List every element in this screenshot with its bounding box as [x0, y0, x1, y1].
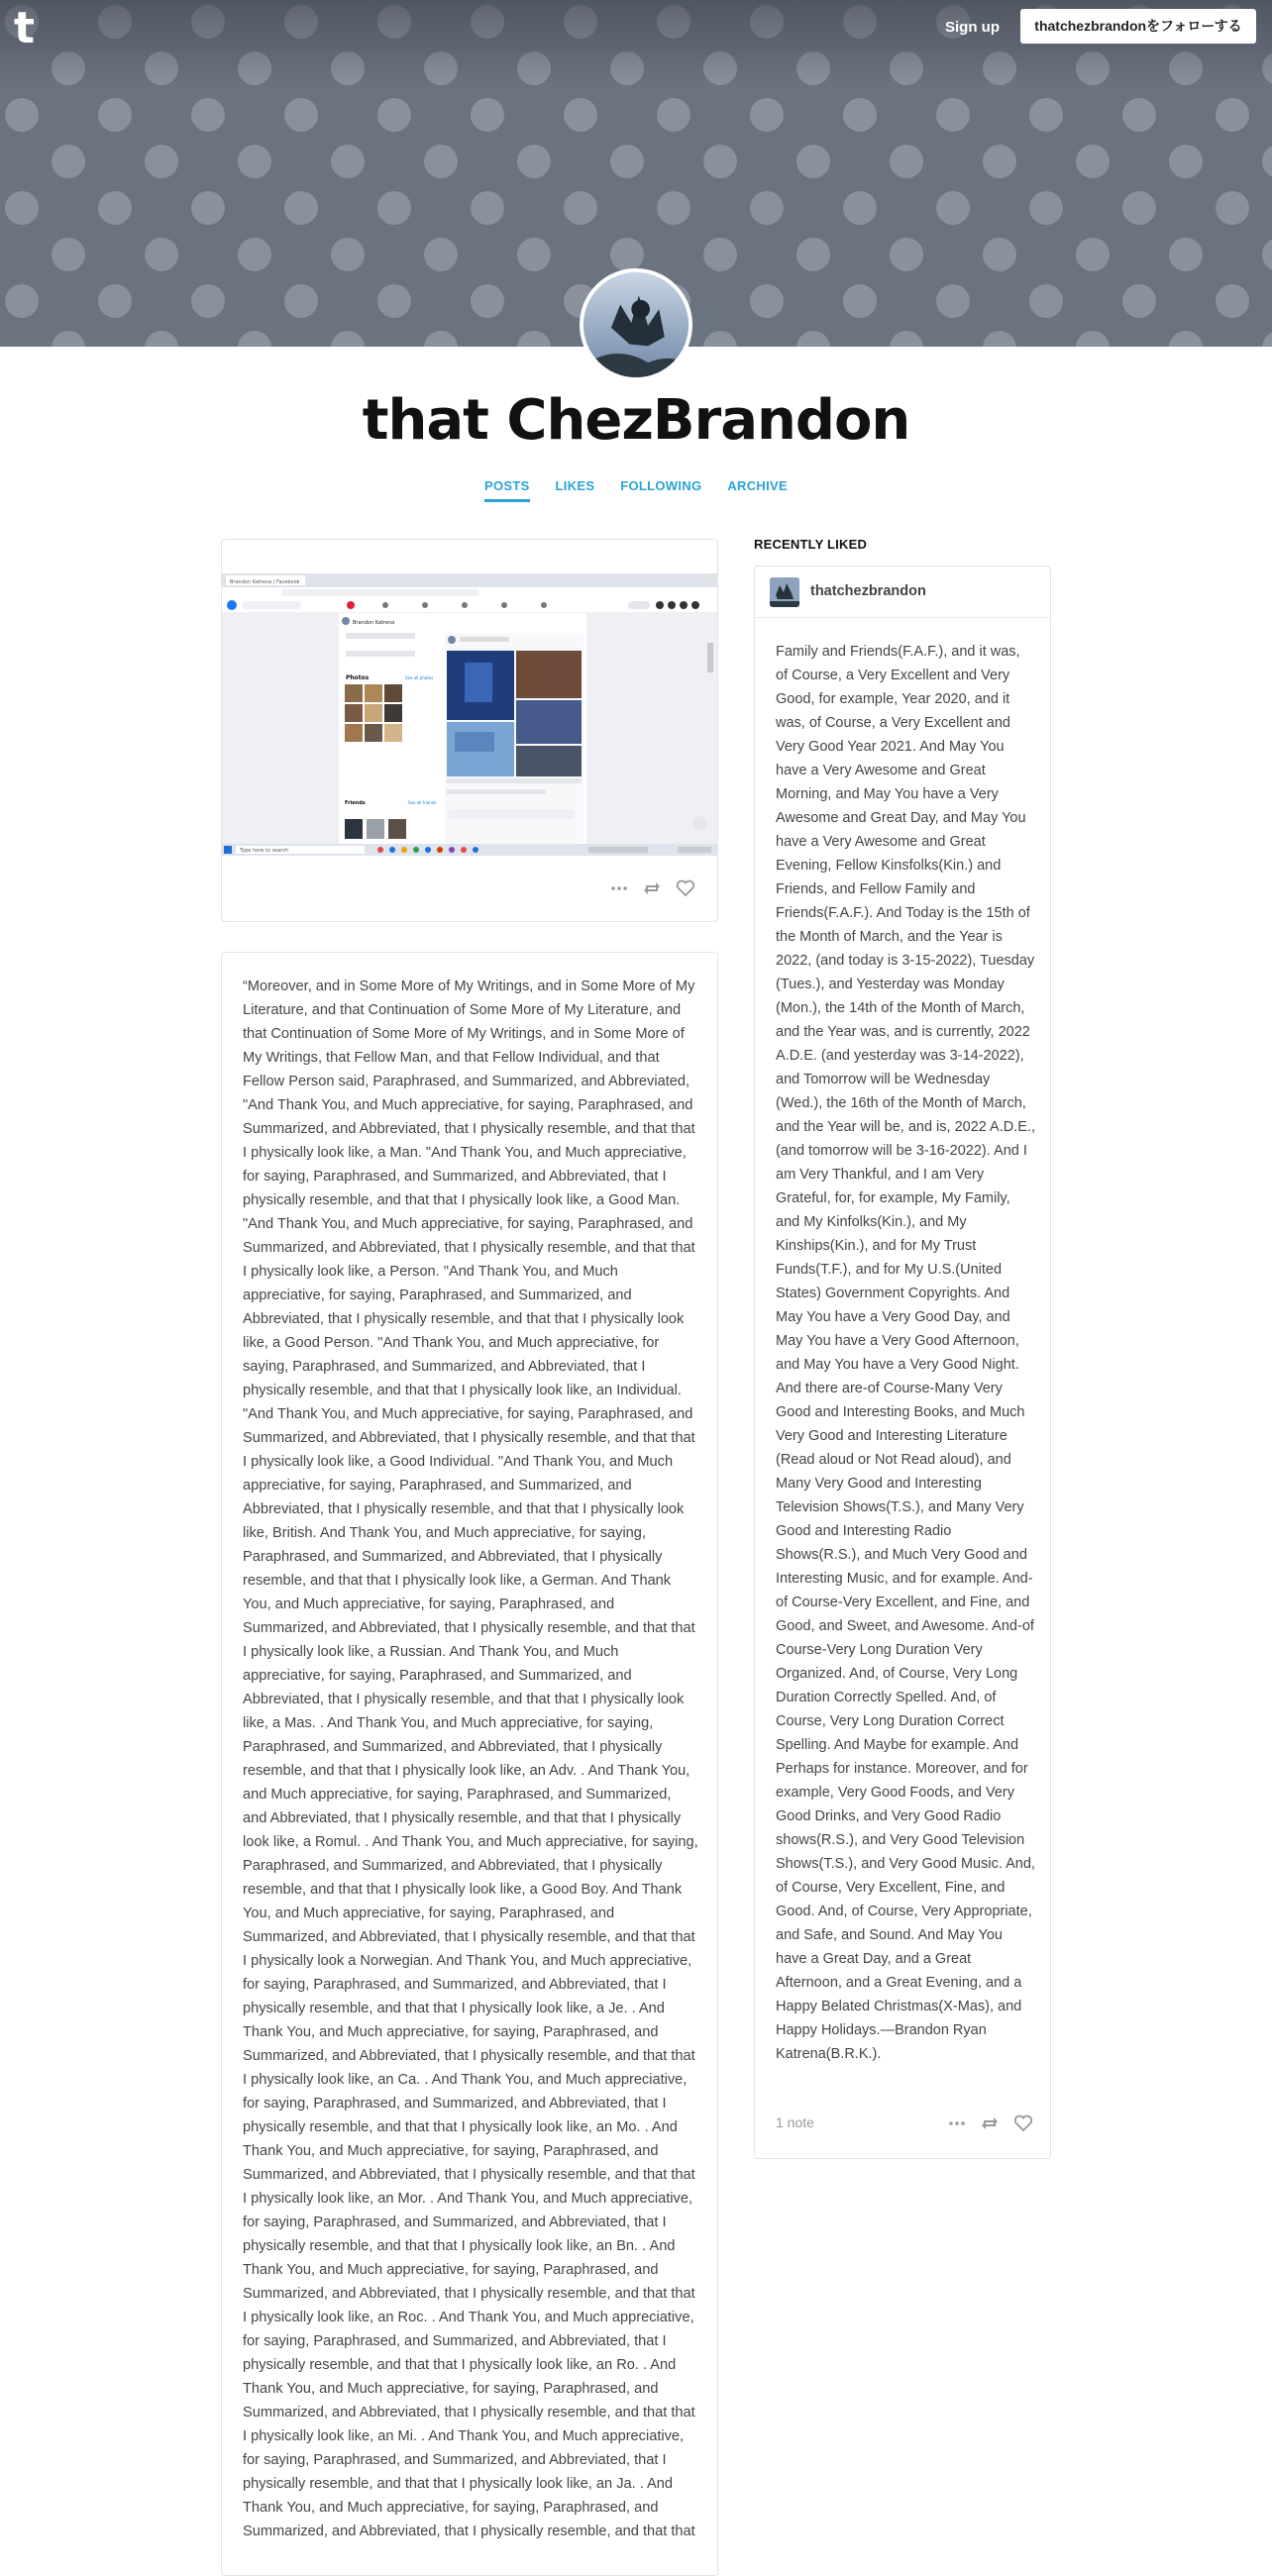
nav-posts[interactable]: POSTS	[484, 478, 530, 502]
text-post-body: “Moreover, and in Some More of My Writings, and in Some More of My Literature, and that Continuation of Some More of My Literature, and that Continuation of Some More of My Writings, and in Some More of My Writings, that Fellow Man, and that Fellow Individual, and that Fellow Person said, Paraphrased, and Summarized, and Abbreviated, "And Thank You, and Much appreciative, for saying, Paraphrased, and Summarized, and Abbreviated, that I physically resemble, and that that I physically look like, a Man. "And Thank You, and Much appreciative, for saying, Paraphrased, and Summarized, and Abbreviated, that I physically resemble, and that that I physically look like, a Good Man. "And Thank You, and Much appreciative, for saying, Paraphrased, and Summarized, and Abbreviated, that I physically resemble, and that that I physically look like, a Person. "And Thank You, and Much appreciative, for saying, Paraphrased, and Summarized, and Abbreviated, that I physically resemble, and that that I physically look like, a Good Person. "And Thank You, and Much appreciative, for saying, Paraphrased, and Summarized, and Abbreviated, that I physically resemble, and that that I physically look like, an Individual. "And Thank You, and Much appreciative, for saying, Paraphrased, and Summarized, and Abbreviated, that I physically resemble, and that that I physically look like, a Good Individual. "And Thank You, and Much appreciative, for saying, Paraphrased, and Summarized, and Abbreviated, that I physically resemble, and that that I physically look like, British. And Thank You, and Much appreciative, for saying, Paraphrased, and Summarized, and Abbreviated, that I physically resemble, and that that I physically look like, a German. And Thank You, and Much appreciative, for saying, Paraphrased, and Summarized, and Abbreviated, that I physically resemble, and that that I physically look like, a Russian. And Thank You, and Much appreciative, for saying, Paraphrased, and Summarized, and Abbreviated, that I physically resemble, and that that I physically look like, a Mas. . And Thank You, and Much appreciative, for saying, Paraphrased, and Summarized, and Abbreviated, that I physically resemble, and that that I physically look like, an Adv. . And Thank You, and Much appreciative, for saying, Paraphrased, and Summarized, and Abbreviated, that I physically resemble, and that that I physically look like, a Romul. . And Thank You, and Much appreciative, for saying, Paraphrased, and Summarized, and Abbreviated, that I physically resemble, and that that I physically look like, a Good Boy. And Thank You, and Much appreciative, for saying, Paraphrased, and Summarized, and Abbreviated, that I physically resemble, and that that I physically look a Norwegian. And Thank You, and Much appreciative, for saying, Paraphrased, and Summarized, and Abbreviated, that I physically resemble, and that that I physically look like, a Je. . And Thank You, and Much appreciative, for saying, Paraphrased, and Summarized, and Abbreviated, that I physically resemble, and that that I physically look like, an Ca. . And Thank You, and Much appreciative, for saying, Paraphrased, and Summarized, and Abbreviated, that I physically resemble, and that that I physically look like, an Mo. . And Thank You, and Much appreciative, for saying, Paraphrased, and Summarized, and Abbreviated, that I physically resemble, and that that I physically look like, an Mor. . And Thank You, and Much appreciative, for saying, Paraphrased, and Summarized, and Abbreviated, that I physically resemble, and that that I physically look like, an Bn. . And Thank You, and Much appreciative, for saying, Paraphrased, and Summarized, and Abbreviated, that I physically resemble, and that that I physically look like, an Roc. . And Thank You, and Much appreciative, for saying, Paraphrased, and Summarized, and Abbreviated, that I physically resemble, and that that I physically look like, an Ro. . And Thank You, and Much appreciative, for saying, Paraphrased, and Summarized, and Abbreviated, that I physically resemble, and that that I physically look like, an Mi. . And Thank You, and Much appreciative, for saying, Paraphrased, and Summarized, and Abbreviated, that I physically resemble, and that that I physically look like, an Ja. . And Thank You, and Much appreciative, for saying, Paraphrased, and Summarized, and Abbreviated, that I physically resemble, and that that	[243, 979, 698, 2539]
reblog-icon[interactable]	[980, 2114, 1000, 2132]
liked-post	[754, 566, 1051, 2159]
blog-title: that ChezBrandon	[362, 388, 910, 453]
nav-following[interactable]: FOLLOWING	[620, 478, 702, 493]
post-screenshot-image[interactable]	[222, 573, 717, 856]
screenshot-photos-label: Photos	[346, 674, 370, 681]
nav-archive[interactable]: ARCHIVE	[727, 478, 788, 493]
liked-post-actions	[948, 2114, 1033, 2132]
follow-button[interactable]: thatchezbrandonをフォローする	[1020, 9, 1256, 44]
recently-liked-title: RECENTLY LIKED	[754, 537, 868, 552]
more-icon[interactable]	[948, 2114, 966, 2132]
reblog-icon[interactable]	[642, 879, 662, 897]
liked-post-header	[755, 567, 1050, 618]
liked-post-body: Family and Friends(F.A.F.), and it was, of Course, a Very Excellent and Very Good, for example, Year 2020, and it was, of Course, a Very Excellent and Very Good Year 2021. And May You have a Very Awesome and Great Morning, and May You have a Very Awesome and Great Day, and May You have a Very Awesome and Great Evening, Fellow Kinsfolks(Kin.) and Friends, and Fellow Family and Friends(F.A.F.). And Today is the 15th of the Month of March, and the Year is 2022, (and today is 3-15-2022), Tuesday (Tues.), and Yesterday was Monday (Mon.), the 14th of the Month of March, and the Year was, and is currently, 2022 A.D.E. (and yesterday was 3-14-2022), and Tomorrow will be Wednesday (Wed.), the 16th of the Month of March, and the Year will be, and is, 2022 A.D.E., (and tomorrow will be 3-16-2022). And I am Very Thankful, and I am Very Grateful, for, for example, My Family, and My Kinfolks(Kin.), and My Kinships(Kin.), and for My Trust Funds(T.F.), and for My U.S.(United States) Government Copyrights. And May You have a Very Good Day, and May You have a Very Good Afternoon, and May You have a Very Good Night. And there are-of Course-Many Very Good and Interesting Books, and Much Very Good and Interesting Literature (Read aloud or Not Read aloud), and Many Very Good and Interesting Television Shows(T.S.), and Many Very Good and Interesting Radio Shows(R.S.), and Much Very Good and Interesting Music, and for example. And-of Course-Very Excellent, and Fine, and Good, and Sweet, and Awesome. And-of Course-Very Long Duration Very Organized. And, of Course, Very Long Duration Correctly Spelled. And, of Course, Very Long Duration Correct Spelling. And Maybe for example. And Perhaps for instance. Moreover, and for example, Very Good Foods, and Very Good Drinks, and Very Good Radio shows(R.S.), and Very Good Television Shows(T.S.), and Very Good Music. And, of Course, Very Excellent, Fine, and Good. And, of Course, Very Appropriate, and Safe, and Sound. And May You have a Great Day, and a Great Afternoon, and a Great Evening, and a Happy Belated Christmas(X-Mas), and Happy Holidays.—Brandon Ryan Katrena(B.R.K.).	[776, 644, 1035, 2062]
liked-post-username[interactable]: thatchezbrandon	[810, 583, 926, 599]
blog-avatar[interactable]	[580, 268, 692, 381]
blog-nav	[0, 478, 1272, 502]
liked-post-footer	[776, 2112, 1033, 2135]
screenshot-tab-title: Brandon Katrena | Facebook	[230, 579, 300, 585]
screenshot-friends-label: Friends	[345, 800, 366, 806]
nav-likes[interactable]: LIKES	[555, 478, 595, 493]
tumblr-logo[interactable]: t	[14, 3, 36, 53]
photo-post-actions	[610, 879, 695, 897]
signup-link[interactable]: Sign up	[945, 19, 1000, 36]
photo-post	[221, 539, 718, 922]
heart-icon[interactable]	[676, 879, 695, 897]
heart-icon[interactable]	[1013, 2114, 1033, 2132]
liked-post-avatar[interactable]	[770, 577, 799, 607]
screenshot-profile-name: Brandon Katrena	[353, 620, 395, 626]
notes-count[interactable]: 1 note	[776, 2114, 814, 2130]
more-icon[interactable]	[610, 879, 628, 897]
screenshot-see-all-friends: See all friends	[408, 800, 437, 805]
text-post	[221, 952, 718, 2576]
screenshot-taskbar-search: Type here to search	[240, 848, 289, 854]
screenshot-see-all-photos: See all photos	[405, 675, 434, 680]
